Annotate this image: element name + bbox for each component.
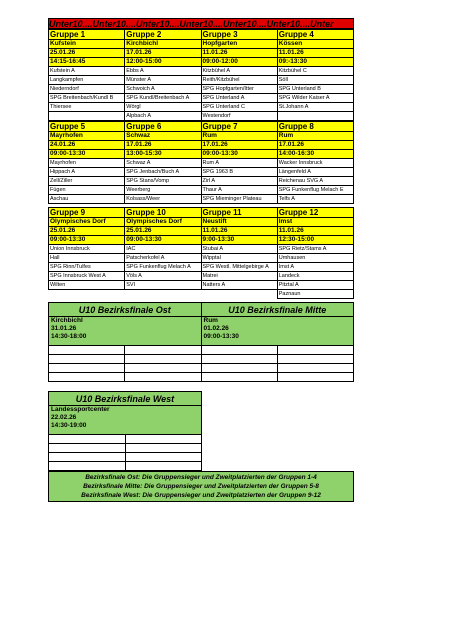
final-venue: Kirchbichl	[51, 317, 83, 324]
empty-cell	[277, 355, 353, 364]
empty-cell	[125, 462, 202, 471]
team-cell: Zell/Ziller	[49, 177, 125, 186]
team-cell: SPG Unterland B	[277, 85, 353, 94]
empty-cell	[49, 355, 125, 364]
team-cell: Wilten	[49, 281, 125, 290]
team-cell: SPG Wilder Kaiser A	[277, 94, 353, 103]
team-cell: Thiersee	[49, 103, 125, 112]
group-date: 17.01.26	[125, 49, 201, 58]
group-venue: Kufstein	[49, 40, 125, 49]
final-info-mitte	[201, 317, 354, 346]
team-cell: St.Johann A	[277, 103, 353, 112]
team-cell: Kolsass/Weer	[125, 195, 201, 204]
team-cell: Rum A	[201, 159, 277, 168]
group-time: 12:30-15:00	[277, 236, 353, 245]
empty-cell	[201, 364, 277, 373]
group-name: Gruppe 3	[201, 30, 277, 40]
final-date: 31.01.26	[51, 325, 77, 332]
team-cell: Patscherkofel A	[125, 254, 201, 263]
empty-cell	[125, 373, 201, 382]
group-name: Gruppe 8	[277, 122, 353, 132]
team-cell: SPG Unterland A	[201, 94, 277, 103]
group-time: 09:00-13:30	[125, 236, 201, 245]
group-date: 17.01.26	[125, 141, 201, 150]
team-cell: SPG Mieminger Plateau	[201, 195, 277, 204]
group-venue: Kirchbichl	[125, 40, 201, 49]
empty-cell	[49, 444, 126, 453]
team-cell: Schwaz A	[125, 159, 201, 168]
team-cell: SPG Unterland C	[201, 103, 277, 112]
team-cell: Aschau	[49, 195, 125, 204]
groups-row-1	[48, 29, 354, 121]
team-cell: Stubai A	[201, 245, 277, 254]
empty-cell	[201, 290, 277, 299]
group-venue: Kössen	[277, 40, 353, 49]
team-cell: Westendorf	[201, 112, 277, 121]
group-name: Gruppe 11	[201, 208, 277, 218]
group-date: 11.01.26	[201, 49, 277, 58]
empty-cell	[277, 373, 353, 382]
note-line: Bezirksfinale West: Die Gruppensieger und Zweitplatzierten der Gruppen 9-12	[81, 492, 321, 499]
team-cell: Längenfeld A	[277, 168, 353, 177]
group-date: 11.01.26	[277, 227, 353, 236]
final-date: 01.02.26	[203, 325, 229, 332]
empty-cell	[49, 373, 125, 382]
title-banner: Unter10....Unter10....Unter10....Unter10....Unter10....Unter10....Unter	[48, 18, 354, 29]
group-time: 09:00-13:30	[49, 236, 125, 245]
team-cell: Reith/Kitzbühel	[201, 76, 277, 85]
team-cell: Hall	[49, 254, 125, 263]
final-venue: Rum	[203, 317, 218, 324]
group-name: Gruppe 6	[125, 122, 201, 132]
team-cell: SPG Breitenbach/Kundl B	[49, 94, 125, 103]
group-date: 11.01.26	[201, 227, 277, 236]
empty-cell	[49, 435, 126, 444]
group-venue: Olympisches Dorf	[125, 218, 201, 227]
group-time: 9:00-13:30	[201, 236, 277, 245]
team-cell: Söll	[277, 76, 353, 85]
team-cell: Zirl A	[201, 177, 277, 186]
final-time: 14:30-19:00	[51, 422, 87, 429]
finals-west-table	[48, 391, 202, 471]
empty-cell	[201, 355, 277, 364]
team-cell: Wacker Innsbruck	[277, 159, 353, 168]
team-cell: Umhausen	[277, 254, 353, 263]
group-name: Gruppe 5	[49, 122, 125, 132]
team-cell: Kitzbühel C	[277, 67, 353, 76]
team-cell: Ebbs A	[125, 67, 201, 76]
empty-cell	[277, 364, 353, 373]
group-date: 25.01.26	[125, 227, 201, 236]
qualification-notes	[48, 471, 354, 502]
final-time: 14:30-18:00	[51, 333, 87, 340]
finals-west	[48, 391, 202, 471]
team-cell: Fügen	[49, 186, 125, 195]
team-cell: SPG Funkenflug Melach E	[277, 186, 353, 195]
team-cell: Hippach A	[49, 168, 125, 177]
final-date: 22.02.26	[51, 414, 77, 421]
final-info-west	[49, 406, 202, 435]
empty-cell	[201, 373, 277, 382]
group-venue: Schwaz	[125, 132, 201, 141]
team-cell: IAC	[125, 245, 201, 254]
team-cell: Landeck	[277, 272, 353, 281]
group-date: 17.01.26	[201, 141, 277, 150]
empty-cell	[49, 290, 125, 299]
group-venue: Neustift	[201, 218, 277, 227]
team-cell: SPG Hopfgarten/Itter	[201, 85, 277, 94]
team-cell: Alpbach A	[125, 112, 201, 121]
group-name: Gruppe 2	[125, 30, 201, 40]
empty-cell	[125, 355, 201, 364]
team-cell: SPG Stans/Vomp	[125, 177, 201, 186]
group-venue: Mayrhofen	[49, 132, 125, 141]
team-cell: Wörgl	[125, 103, 201, 112]
final-title-mitte: U10 Bezirksfinale Mitte	[201, 303, 354, 317]
empty-cell	[49, 453, 126, 462]
group-time: 13:00-15:30	[125, 150, 201, 159]
empty-cell	[49, 364, 125, 373]
team-cell: SPG Westl. Mittelgebirge A	[201, 263, 277, 272]
team-cell: Union Innsbruck	[49, 245, 125, 254]
group-time: 14:15-16:45	[49, 58, 125, 67]
final-venue: Landessportcenter	[51, 406, 110, 413]
group-venue: Olympisches Dorf	[49, 218, 125, 227]
empty-cell	[125, 435, 202, 444]
groups-row-3	[48, 207, 354, 299]
team-cell: Matrei	[201, 272, 277, 281]
team-cell: Pitztal A	[277, 281, 353, 290]
group-date: 17.01.26	[277, 141, 353, 150]
team-cell: SPG 1963 B	[201, 168, 277, 177]
team-cell: Weerberg	[125, 186, 201, 195]
team-cell: Schwoich A	[125, 85, 201, 94]
team-cell: Paznaun	[277, 290, 353, 299]
group-time: 09:00-12:00	[201, 58, 277, 67]
empty-cell	[125, 364, 201, 373]
team-cell: SPG Jenbach/Buch A	[125, 168, 201, 177]
group-name: Gruppe 9	[49, 208, 125, 218]
team-cell: Münster A	[125, 76, 201, 85]
empty-cell	[49, 462, 126, 471]
final-info-ost	[49, 317, 202, 346]
team-cell: Thaur A	[201, 186, 277, 195]
group-venue: Rum	[277, 132, 353, 141]
group-venue: Imst	[277, 218, 353, 227]
group-name: Gruppe 1	[49, 30, 125, 40]
note-line: Bezirksfinale Ost: Die Gruppensieger und Zweitplatzierten der Gruppen 1-4	[85, 474, 317, 481]
team-cell: Wipptal	[201, 254, 277, 263]
group-venue: Rum	[201, 132, 277, 141]
group-date: 25.01.26	[49, 49, 125, 58]
team-cell: SPG Rinn/Tulfes	[49, 263, 125, 272]
team-cell: SPG Funkenflug Melach A	[125, 263, 201, 272]
team-cell: Reichenau SVG A	[277, 177, 353, 186]
team-cell: Natters A	[201, 281, 277, 290]
group-name: Gruppe 12	[277, 208, 353, 218]
team-cell: Kitzbühel A	[201, 67, 277, 76]
group-venue: Hopfgarten	[201, 40, 277, 49]
group-date: 11.01.26	[277, 49, 353, 58]
empty-cell	[49, 346, 125, 355]
empty-cell	[125, 290, 201, 299]
team-cell: SVI	[125, 281, 201, 290]
empty-cell	[125, 444, 202, 453]
team-cell: Völs A	[125, 272, 201, 281]
team-cell: SPG Innsbruck West A	[49, 272, 125, 281]
group-date: 24.01.26	[49, 141, 125, 150]
team-cell: Langkampfen	[49, 76, 125, 85]
groups-row-2	[48, 121, 354, 204]
group-date: 25.01.26	[49, 227, 125, 236]
group-name: Gruppe 10	[125, 208, 201, 218]
empty-cell	[277, 346, 353, 355]
team-cell	[277, 112, 353, 121]
group-schedule	[48, 18, 354, 299]
note-line: Bezirksfinale Mitte: Die Gruppensieger und Zweitplatzierten der Gruppen 5-8	[83, 483, 319, 490]
final-title-west: U10 Bezirksfinale West	[49, 392, 202, 406]
group-name: Gruppe 4	[277, 30, 353, 40]
team-cell	[49, 112, 125, 121]
team-cell: Telfs A	[277, 195, 353, 204]
group-time: 12:00-15:00	[125, 58, 201, 67]
team-cell: Imst A	[277, 263, 353, 272]
group-time: 14:00-16:30	[277, 150, 353, 159]
team-cell: Mayrhofen	[49, 159, 125, 168]
finals-table	[48, 302, 354, 382]
final-time: 09:00-13:30	[203, 333, 239, 340]
group-name: Gruppe 7	[201, 122, 277, 132]
empty-cell	[201, 346, 277, 355]
team-cell: SPG Kundl/Breitenbach A	[125, 94, 201, 103]
team-cell: SPG Rietz/Stams A	[277, 245, 353, 254]
team-cell: Niederndorf	[49, 85, 125, 94]
finals-ost-mitte	[48, 302, 354, 382]
team-cell: Kufstein A	[49, 67, 125, 76]
empty-cell	[125, 346, 201, 355]
group-time: 09:00-13:30	[201, 150, 277, 159]
empty-cell	[125, 453, 202, 462]
group-time: 09:-13:30	[277, 58, 353, 67]
group-time: 09:00-13:30	[49, 150, 125, 159]
final-title-ost: U10 Bezirksfinale Ost	[49, 303, 202, 317]
